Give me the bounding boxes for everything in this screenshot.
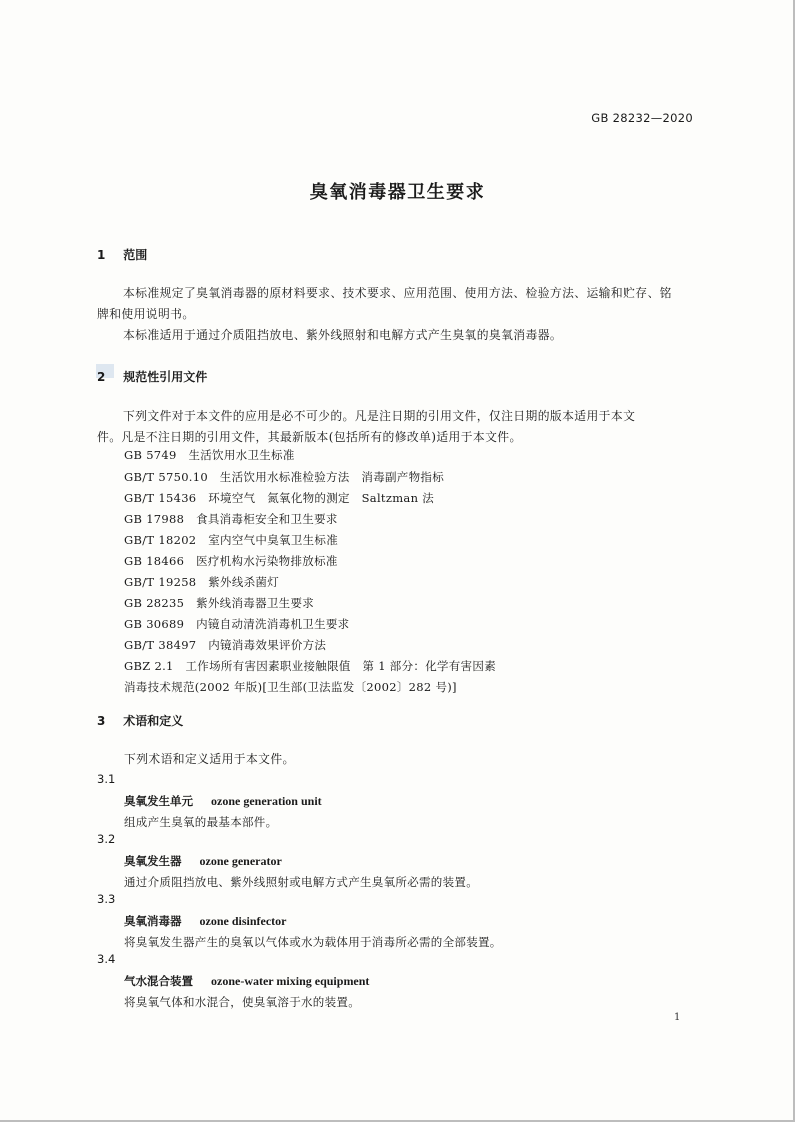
term-definition: 将臭氧气体和水混合，使臭氧溶于水的装置。 [124,995,360,1009]
terms-intro: 下列术语和定义适用于本文件。 [124,752,295,766]
term-definition: 通过介质阻挡放电、紫外线照射或电解方式产生臭氧所必需的装置。 [124,875,478,889]
reference-item: GB 28235 紫外线消毒器卫生要求 [124,596,315,610]
reference-item: GB/T 38497 内镜消毒效果评价方法 [124,638,327,652]
section-2-title: 规范性引用文件 [123,370,208,384]
section-1-number: 1 [97,248,106,262]
refs-intro-line-1: 下列文件对于本文件的应用是必不可少的。凡是注日期的引用文件，仅注日期的版本适用于本文 [123,409,636,423]
reference-item: GBZ 2.1 工作场所有害因素职业接触限值 第 1 部分：化学有害因素 [124,659,496,673]
reference-item: GB 5749 生活饮用水卫生标准 [124,448,295,462]
reference-item: GB/T 19258 紫外线杀菌灯 [124,575,280,589]
term-zh: 臭氧发生器 [124,854,182,868]
term-zh: 气水混合装置 [124,974,193,988]
term-zh: 臭氧消毒器 [124,914,182,928]
section-1-title: 范围 [123,248,148,262]
term-definition: 组成产生臭氧的最基本部件。 [124,815,278,829]
term-heading [124,793,322,809]
term-heading [124,913,286,929]
section-2-heading [97,368,207,385]
document-title: 臭氧消毒器卫生要求 [309,182,486,203]
term-number: 3.4 [97,952,116,966]
term-number: 3.2 [97,832,116,846]
reference-item: 消毒技术规范(2002 年版)[卫生部(卫法监发〔2002〕282 号)] [124,680,457,694]
scope-paragraph-2: 本标准适用于通过介质阻挡放电、紫外线照射和电解方式产生臭氧的臭氧消毒器。 [123,328,563,342]
reference-item: GB/T 18202 室内空气中臭氧卫生标准 [124,533,339,547]
scope-paragraph-line-2: 牌和使用说明书。 [97,307,195,321]
term-en: ozone generation unit [211,794,322,808]
term-number: 3.3 [97,892,116,906]
term-en: ozone-water mixing equipment [211,974,370,988]
term-number: 3.1 [97,772,116,786]
section-3-heading [97,712,183,729]
scope-paragraph-line-1: 本标准规定了臭氧消毒器的原材料要求、技术要求、应用范围、使用方法、检验方法、运输和贮存、铭 [123,286,672,300]
term-heading [124,853,282,869]
reference-item: GB 17988 食具消毒柜安全和卫生要求 [124,512,338,526]
section-1-heading [97,246,147,263]
term-heading [124,973,369,989]
page-number: 1 [674,1012,681,1023]
standard-code: GB 28232—2020 [591,111,693,125]
section-2-number: 2 [97,370,106,384]
reference-item: GB 18466 医疗机构水污染物排放标准 [124,554,338,568]
refs-intro-line-2: 件。凡是不注日期的引用文件，其最新版本(包括所有的修改单)适用于本文件。 [97,430,522,444]
reference-item: GB/T 15436 环境空气 氮氧化物的测定 Saltzman 法 [124,491,435,505]
reference-item: GB 30689 内镜自动清洗消毒机卫生要求 [124,617,350,631]
term-zh: 臭氧发生单元 [124,794,193,808]
term-definition: 将臭氧发生器产生的臭氧以气体或水为载体用于消毒所必需的全部装置。 [124,935,502,949]
section-3-title: 术语和定义 [123,714,184,728]
reference-item: GB/T 5750.10 生活饮用水标准检验方法 消毒副产物指标 [124,470,444,484]
section-3-number: 3 [97,714,106,728]
term-en: ozone disinfector [199,914,287,928]
term-en: ozone generator [199,854,282,868]
